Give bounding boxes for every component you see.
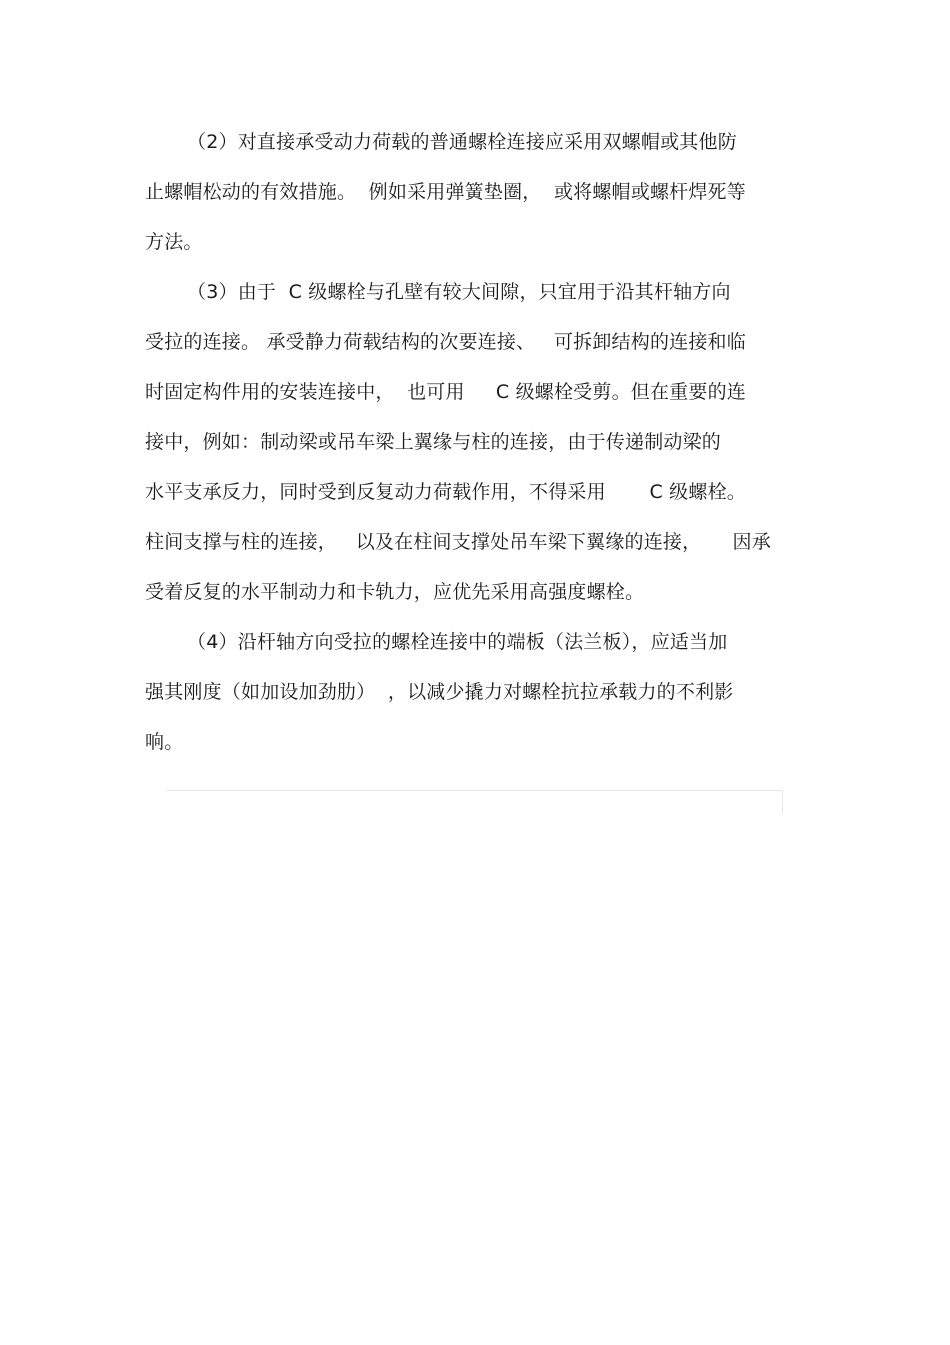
- paragraph-2-line-3: 方法。: [145, 231, 203, 253]
- paragraph-2-line-1: （2）对直接承受动力荷载的普通螺栓连接应采用双螺帽或其他防: [187, 131, 737, 153]
- paragraph-3-line-1: （3）由于 C 级螺栓与孔壁有较大间隙，只宜用于沿其杆轴方向: [187, 281, 731, 303]
- paragraph-3-line-6: 柱间支撑与柱的连接， 以及在柱间支撑处吊车梁下翼缘的连接， 因承: [145, 531, 771, 553]
- paragraph-4-line-1: （4）沿杆轴方向受拉的螺栓连接中的端板（法兰板），应适当加: [187, 631, 728, 653]
- table-border-top: [166, 790, 783, 791]
- paragraph-3-line-3: 时固定构件用的安装连接中， 也可用 C 级螺栓受剪。但在重要的连: [145, 381, 746, 403]
- paragraph-3-line-5: 水平支承反力，同时受到反复动力荷载作用，不得采用 C 级螺栓。: [145, 481, 746, 503]
- paragraph-3-line-2: 受拉的连接。 承受静力荷载结构的次要连接、 可拆卸结构的连接和临: [145, 331, 746, 353]
- paragraph-4-line-2: 强其刚度（如加设加劲肋） ，以减少撬力对螺栓抗拉承载力的不利影: [145, 681, 734, 703]
- table-border-right: [782, 790, 783, 814]
- paragraph-4-line-3: 响。: [145, 731, 184, 753]
- paragraph-2-line-2: 止螺帽松动的有效措施。 例如采用弹簧垫圈， 或将螺帽或螺杆焊死等: [145, 181, 746, 203]
- paragraph-3-line-4: 接中，例如：制动梁或吊车梁上翼缘与柱的连接，由于传递制动梁的: [145, 431, 722, 453]
- paragraph-3-line-7: 受着反复的水平制动力和卡轨力，应优先采用高强度螺栓。: [145, 581, 645, 603]
